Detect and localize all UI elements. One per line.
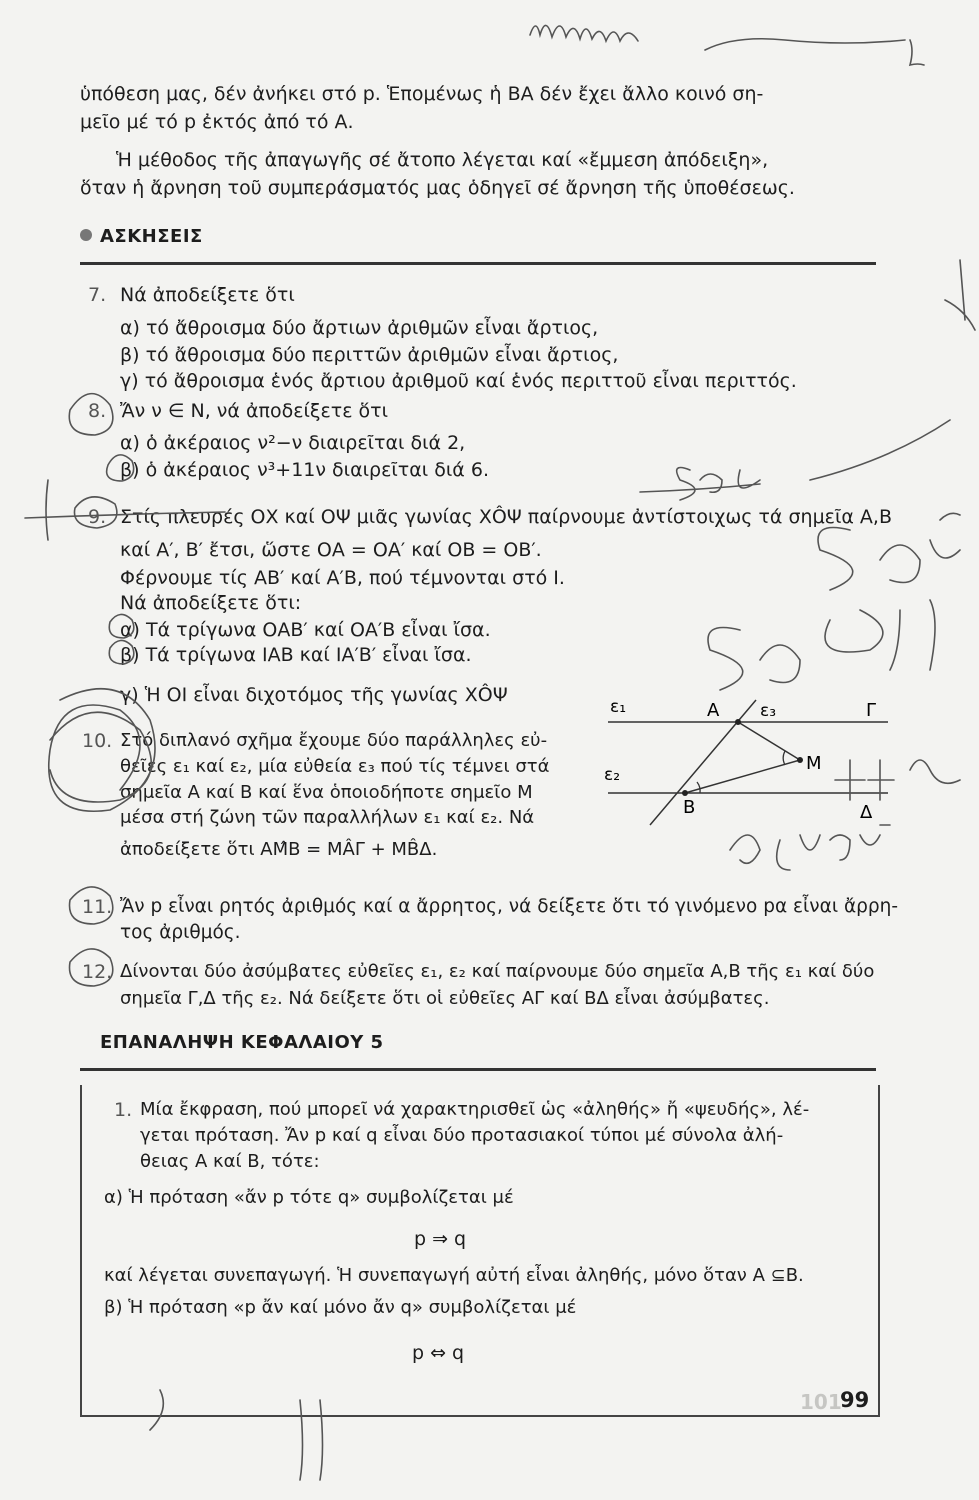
review-line-1: Μία ἔκφραση, πού μπορεῖ νά χαρακτηρισθεῖ ὡς «ἀληθής» ἤ «ψευδής», λέ- xyxy=(140,1099,810,1120)
exercise-7-a: α) τό ἄθροισμα δύο ἄρτιων ἀριθμῶν εἶναι ἄρτιος, xyxy=(120,317,599,339)
exercise-8-stem: Ἄν ν ∈ N, νά ἀποδείξετε ὅτι xyxy=(120,400,388,422)
circle-ex9b xyxy=(109,640,134,664)
exercise-7-stem: Νά ἀποδείξετε ὅτι xyxy=(120,284,295,306)
cross-ex9 xyxy=(25,480,225,540)
circle-ex12 xyxy=(70,949,113,986)
exercise-8-number: 8. xyxy=(88,400,107,422)
exercise-11-line-1: Ἄν p εἶναι ρητός ἀριθμός καί α ἄρρητος, νά δείξετε ὅτι τό γινόμενο pα εἶναι ἄρρη- xyxy=(120,896,899,917)
label-e3: ε₃ xyxy=(760,701,777,721)
label-G: Γ xyxy=(866,700,877,721)
intro-line-4: ὅταν ἡ ἄρνηση τοῦ συμπεράσματός μας ὁδηγεῖ σέ ἄρνηση τῆς ὑποθέσεως. xyxy=(80,177,795,199)
handwriting-right-3 xyxy=(708,600,935,690)
scribble-margin-right xyxy=(810,260,975,480)
scribble-top-right xyxy=(705,39,924,65)
handwriting-right-2 xyxy=(818,513,960,590)
circle-ex11 xyxy=(70,887,113,924)
intro-line-3: Ἡ μέθοδος τῆς ἀπαγωγῆς σέ ἄτοπο λέγεται καί «ἔμμεση ἀπόδειξη», xyxy=(116,149,769,171)
handwriting-bottom-right xyxy=(730,825,890,870)
intro-line-1: ὑπόθεση μας, δέν ἀνήκει στό p. Ἑπομένως ἡ ΒΑ δέν ἔχει ἄλλο κοινό ση- xyxy=(80,83,764,105)
circle-ex8b xyxy=(107,455,134,481)
review-item-number: 1. xyxy=(114,1099,133,1121)
label-e1: ε₁ xyxy=(610,697,627,717)
handwriting-right-4 xyxy=(835,760,960,800)
exercise-12-line-2: σημεῖα Γ,Δ τῆς ε₂. Νά δείξετε ὅτι οἱ εὐθεῖες ΑΓ καί ΒΔ εἶναι ἀσύμβατες. xyxy=(120,988,770,1009)
formula-implication: p ⇒ q xyxy=(414,1228,467,1250)
label-B: Β xyxy=(683,797,696,818)
exercise-9-number: 9. xyxy=(88,506,107,528)
exercise-7-number: 7. xyxy=(88,284,107,306)
circle-ex9 xyxy=(74,497,116,528)
exercise-9-c: γ) Ἡ ΟΙ εἶναι διχοτόμος τῆς γωνίας ΧÔΨ xyxy=(120,684,508,706)
exercise-10-line-4: μέσα στή ζώνη τῶν παραλλήλων ε₁ καί ε₂. Νά xyxy=(120,807,535,828)
page-number: 99 xyxy=(840,1388,870,1412)
exercise-11-line-2: τος ἀριθμός. xyxy=(120,922,241,943)
exercise-10-number: 10. xyxy=(82,730,113,752)
label-e2: ε₂ xyxy=(604,765,621,785)
label-M: Μ xyxy=(806,753,822,774)
exercise-9-line-2: καί Α′, Β′ ἔτσι, ὥστε ΟΑ = ΟΑ′ καί ΟΒ = ΟΒ′. xyxy=(120,539,542,561)
review-item-a-continued: καί λέγεται συνεπαγωγή. Ἡ συνεπαγωγή αὐτή εἶναι ἀληθής, μόνο ὅταν Α ⊆Β. xyxy=(104,1265,804,1286)
review-line-3: θειας Α καί Β, τότε: xyxy=(140,1151,320,1172)
exercise-10-line-1: Στό διπλανό σχῆμα ἔχουμε δύο παράλληλες εὐ- xyxy=(120,730,548,751)
exercises-heading-text: ΑΣΚΗΣΕΙΣ xyxy=(100,226,203,247)
review-line-2: γεται πρόταση. Ἄν p καί q εἶναι δύο προτασιακοί τύποι μέ σύνολα ἀλή- xyxy=(140,1125,784,1146)
exercise-7-b: β) τό ἄθροισμα δύο περιττῶν ἀριθμῶν εἶναι ἄρτιος, xyxy=(120,344,619,366)
scribble-top xyxy=(530,25,638,41)
scribble-bottom xyxy=(150,1390,323,1480)
exercise-12-line-1: Δίνονται δύο ἀσύμβατες εὐθεῖες ε₁, ε₂ καί παίρνουμε δύο σημεῖα Α,Β τῆς ε₁ καί δύο xyxy=(120,961,875,982)
label-D: Δ xyxy=(860,802,873,823)
exercise-7-c: γ) τό ἄθροισμα ἑνός ἄρτιου ἀριθμοῦ καί ἑνός περιττοῦ εἶναι περιττός. xyxy=(120,370,797,392)
formula-equivalence: p ⇔ q xyxy=(412,1342,465,1364)
exercise-10-line-3: σημεῖα Α καί Β καί ἕνα ὁποιοδήποτε σημεῖο Μ xyxy=(120,782,533,803)
circle-ex8 xyxy=(69,394,113,435)
circle-ex9a xyxy=(109,614,134,638)
review-item-b: β) Ἡ πρόταση «p ἄν καί μόνο ἄν q» συμβολίζεται μέ xyxy=(104,1297,577,1318)
exercise-9-line-4: Νά ἀποδείξετε ὅτι: xyxy=(120,592,302,614)
exercise-11-number: 11. xyxy=(82,896,113,918)
bleed-through-page-number: 101 xyxy=(800,1390,842,1414)
intro-line-2: μεῖο μέ τό p ἐκτός ἀπό τό Α. xyxy=(80,111,354,133)
exercise-9-line-3: Φέρνουμε τίς ΑΒ′ καί Α′Β, πού τέμνονται στό Ι. xyxy=(120,567,565,589)
review-item-a: α) Ἡ πρόταση «ἄν p τότε q» συμβολίζεται μέ xyxy=(104,1187,514,1208)
exercise-10-line-2: θεῖες ε₁ καί ε₂, μία εὐθεία ε₃ πού τίς τέμνει στά xyxy=(120,756,550,777)
exercise-8-b: β) ὁ ἀκέραιος ν³+11ν διαιρεῖται διά 6. xyxy=(120,459,489,481)
exercise-9-a: α) Τά τρίγωνα ΟΑΒ′ καί ΟΑ′Β εἶναι ἴσα. xyxy=(120,619,491,641)
scribble-ex10-2 xyxy=(50,712,151,802)
exercise-9-b: β) Τά τρίγωνα ΙΑΒ καί ΙΑ′Β′ εἶναι ἴσα. xyxy=(120,644,472,666)
review-heading: ΕΠΑΝΑΛΗΨΗ ΚΕΦΑΛΑΙΟΥ 5 xyxy=(100,1032,384,1053)
exercise-12-number: 12. xyxy=(82,961,113,983)
exercise-9-line-1: Στίς πλευρές ΟΧ καί ΟΨ μιᾶς γωνίας ΧÔΨ παίρνουμε ἀντίστοιχως τά σημεῖα Α,Β xyxy=(120,506,893,528)
exercise-8-a: α) ὁ ἀκέραιος ν²−ν διαιρεῖται διά 2, xyxy=(120,432,466,454)
label-A: Α xyxy=(707,700,720,721)
handwriting-right-1 xyxy=(640,468,760,500)
exercise-10-line-5: ἀποδείξετε ὅτι ΑΜ̂Β = ΜÂΓ + ΜB̂Δ. xyxy=(120,839,438,860)
